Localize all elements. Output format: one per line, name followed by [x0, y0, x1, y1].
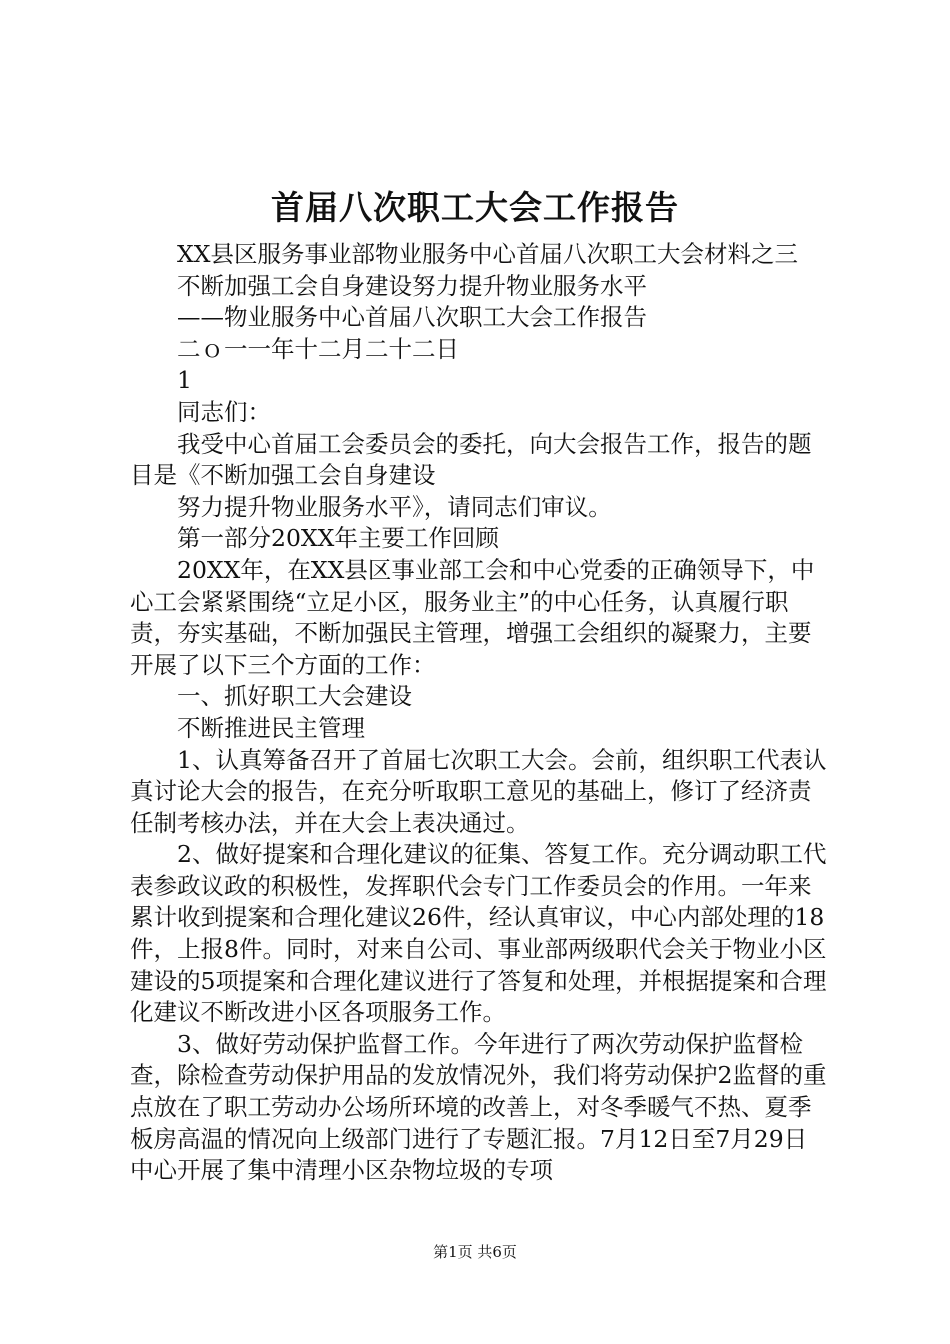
- paragraph-subtitle: 不断加强工会自身建设努力提升物业服务水平: [177, 271, 647, 300]
- paragraph-item-1: 1、认真筹备召开了首届七次职工大会。会前，组织职工代表认真讨论大会的报告，在充分听取职工意见的基础上，修订了经济责任制考核办法，并在大会上表决通过。: [130, 745, 827, 837]
- paragraph-number: 1: [177, 366, 192, 395]
- paragraph-intro: 我受中心首届工会委员会的委托，向大会报告工作，报告的题目是《不断加强工会自身建设: [130, 429, 812, 490]
- paragraph-item-3: 3、做好劳动保护监督工作。今年进行了两次劳动保护监督检查，除检查劳动保护用品的发放情况外，我们将劳动保护2监督的重点放在了职工劳动办公场所环境的改善上，对冬季暖气不热、夏季板房高温的情况向上级部门进行了专题汇报。7月12日至7月29日中心开展了集中清理小区杂物垃圾的专项: [130, 1029, 827, 1185]
- paragraph-material-label: XX县区服务事业部物业服务中心首届八次职工大会材料之三: [177, 240, 798, 268]
- section-heading-review: 第一部分20XX年主要工作回顾: [177, 524, 499, 553]
- paragraph-review-summary: 20XX年，在XX县区事业部工会和中心党委的正确领导下，中心工会紧紧围绕“立足小区，服务业主”的中心任务，认真履行职责，夯实基础，不断加强民主管理，增强工会组织的凝聚力，主要开展了以下三个方面的工作：: [130, 555, 815, 679]
- page-footer: 第1页 共6页: [433, 1243, 517, 1261]
- document-title: 首届八次职工大会工作报告: [271, 188, 679, 227]
- paragraph-salutation: 同志们：: [177, 397, 271, 426]
- paragraph-intro-continued: 努力提升物业服务水平》，请同志们审议。: [177, 492, 612, 521]
- paragraph-report-name: ——物业服务中心首届八次职工大会工作报告: [177, 303, 647, 332]
- section-heading-1: 一、抓好职工大会建设: [177, 682, 412, 711]
- paragraph-item-2: 2、做好提案和合理化建议的征集、答复工作。充分调动职工代表参政议政的积极性，发挥职代会专门工作委员会的作用。一年来累计收到提案和合理化建议26件，经认真审议，中心内部处理的18件，上报8件。同时，对来自公司、事业部两级职代会关于物业小区建设的5项提案和合理化建议进行了答复和处理，并根据提案和合理化建议不断改进小区各项服务工作。: [130, 840, 827, 1027]
- paragraph-date: 二ｏ一一年十二月二十二日: [177, 334, 459, 363]
- section-subheading-1: 不断推进民主管理: [177, 713, 365, 742]
- document-body: [130, 239, 830, 1187]
